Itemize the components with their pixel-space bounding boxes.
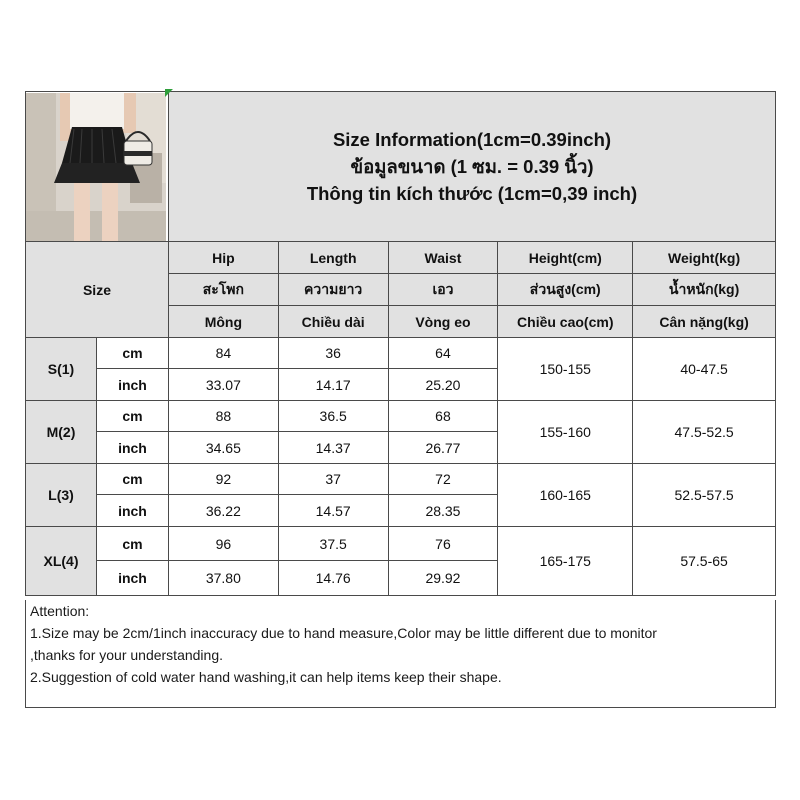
note-line: 2.Suggestion of cold water hand washing,it can help items keep their shape.	[30, 669, 502, 685]
hip-cm: 84	[168, 338, 278, 369]
length-inch: 14.76	[278, 561, 388, 596]
hip-inch: 37.80	[168, 561, 278, 596]
length-cm: 37	[278, 464, 388, 495]
waist-cm: 64	[388, 338, 498, 369]
hip-inch: 34.65	[168, 432, 278, 464]
title-row	[26, 92, 776, 242]
size-column-header: Size	[26, 242, 169, 338]
unit-label: inch	[96, 369, 168, 401]
col-header-vi: Chiều cao(cm)	[498, 306, 633, 338]
col-header-en: Height(cm)	[498, 242, 633, 274]
waist-inch: 26.77	[388, 432, 498, 464]
note-line: ,thanks for your understanding.	[30, 647, 224, 663]
unit-label: inch	[96, 432, 168, 464]
hip-cm: 88	[168, 401, 278, 432]
length-cm: 36.5	[278, 401, 388, 432]
size-chart	[25, 91, 776, 708]
note-line: 1.Size may be 2cm/1inch inaccuracy due to hand measure,Color may be little different due to monitor	[30, 625, 657, 641]
col-header-en: Length	[278, 242, 388, 274]
title-vi: Thông tin kích thước (1cm=0,39 inch)	[306, 183, 638, 204]
product-photo	[26, 93, 166, 241]
length-inch: 14.17	[278, 369, 388, 401]
hip-cm: 96	[168, 527, 278, 561]
height-range: 155-160	[498, 401, 633, 464]
size-label: L(3)	[26, 464, 97, 527]
attention-notes	[25, 600, 776, 708]
weight-range: 40-47.5	[633, 338, 776, 401]
unit-label: cm	[96, 338, 168, 369]
col-header-vi: Cân nặng(kg)	[633, 306, 776, 338]
col-header-th: ส่วนสูง(cm)	[498, 274, 633, 306]
title-en: Size Information(1cm=0.39inch)	[332, 129, 612, 150]
col-header-th: น้ำหนัก(kg)	[633, 274, 776, 306]
size-table	[25, 91, 776, 596]
product-photo-cell	[26, 92, 169, 242]
hip-inch: 33.07	[168, 369, 278, 401]
height-range: 150-155	[498, 338, 633, 401]
col-header-vi: Mông	[168, 306, 278, 338]
col-header-en: Waist	[388, 242, 498, 274]
header-row-en	[26, 242, 776, 274]
waist-cm: 72	[388, 464, 498, 495]
col-header-vi: Chiều dài	[278, 306, 388, 338]
notes-heading: Attention:	[30, 603, 90, 619]
col-header-en: Hip	[168, 242, 278, 274]
unit-label: inch	[96, 495, 168, 527]
size-label: M(2)	[26, 401, 97, 464]
table-row	[26, 401, 776, 432]
hip-inch: 36.22	[168, 495, 278, 527]
col-header-th: สะโพก	[168, 274, 278, 306]
height-range: 165-175	[498, 527, 633, 596]
length-cm: 36	[278, 338, 388, 369]
unit-label: cm	[96, 401, 168, 432]
length-inch: 14.37	[278, 432, 388, 464]
height-range: 160-165	[498, 464, 633, 527]
length-cm: 37.5	[278, 527, 388, 561]
size-label: XL(4)	[26, 527, 97, 596]
size-label: S(1)	[26, 338, 97, 401]
table-row	[26, 527, 776, 561]
unit-label: cm	[96, 527, 168, 561]
col-header-en: Weight(kg)	[633, 242, 776, 274]
col-header-vi: Vòng eo	[388, 306, 498, 338]
waist-inch: 25.20	[388, 369, 498, 401]
table-row	[26, 464, 776, 495]
waist-cm: 76	[388, 527, 498, 561]
unit-label: cm	[96, 464, 168, 495]
length-inch: 14.57	[278, 495, 388, 527]
weight-range: 52.5-57.5	[633, 464, 776, 527]
col-header-th: เอว	[388, 274, 498, 306]
title-th: ข้อมูลขนาด (1 ซม. = 0.39 นิ้ว)	[350, 156, 594, 177]
waist-inch: 29.92	[388, 561, 498, 596]
waist-cm: 68	[388, 401, 498, 432]
col-header-th: ความยาว	[278, 274, 388, 306]
waist-inch: 28.35	[388, 495, 498, 527]
unit-label: inch	[96, 561, 168, 596]
weight-range: 47.5-52.5	[633, 401, 776, 464]
table-row	[26, 338, 776, 369]
weight-range: 57.5-65	[633, 527, 776, 596]
title-block	[168, 92, 775, 242]
hip-cm: 92	[168, 464, 278, 495]
